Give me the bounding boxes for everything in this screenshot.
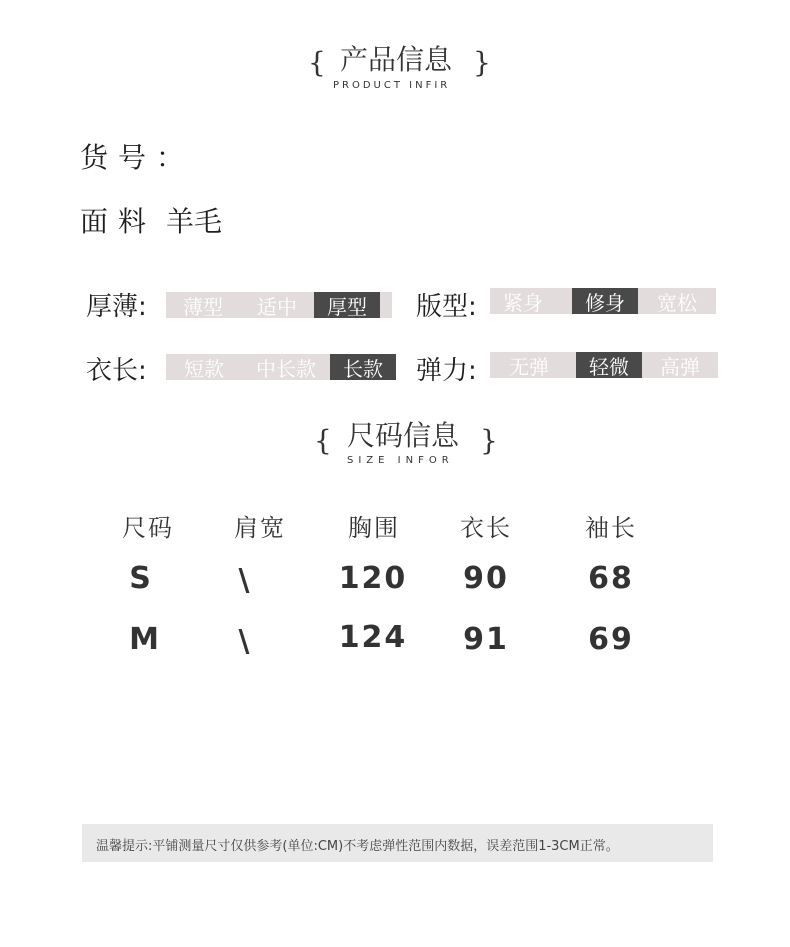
elasticity-option-none: 无弹 <box>509 355 549 378</box>
elasticity-option-high: 高弹 <box>660 355 700 378</box>
length-option-short: 短款 <box>184 357 224 380</box>
fabric-label: 面料 <box>80 205 157 238</box>
measurement-note <box>82 824 713 862</box>
fit-option-loose: 宽松 <box>657 291 697 314</box>
thickness-option-thin: 薄型 <box>183 295 223 318</box>
brace-left: { <box>308 46 326 79</box>
cell-length: 90 <box>463 561 509 596</box>
cell-shoulder: \ <box>238 563 252 598</box>
brace-right: } <box>473 46 491 79</box>
measurement-note-text: 温馨提示:平铺测量尺寸仅供参考(单位:CM)不考虑弹性范围内数据，误差范围1-3CM正常。 <box>96 839 619 854</box>
thickness-option-thick-selected: 厚型 <box>314 292 380 318</box>
thickness-options <box>166 292 392 318</box>
item-number-label: 货号： <box>80 141 195 174</box>
fit-spacer <box>556 288 572 314</box>
elasticity-option-slight-selected: 轻微 <box>576 352 642 378</box>
size-brace-left: { <box>314 424 332 457</box>
cell-sleeve: 69 <box>588 622 634 657</box>
size-info-subtitle: SIZE INFOR <box>347 455 454 466</box>
thickness-option-medium: 适中 <box>257 295 297 318</box>
elasticity-options <box>490 352 718 378</box>
cell-chest: 124 <box>338 620 408 655</box>
product-info-title: 产品信息 <box>340 43 453 76</box>
header-chest: 胸围 <box>348 514 400 542</box>
fit-option-tight: 紧身 <box>503 291 543 314</box>
length-label: 衣长: <box>86 356 147 386</box>
length-option-mid: 中长款 <box>256 357 316 380</box>
elasticity-spacer <box>568 352 576 378</box>
header-length: 衣长 <box>460 514 512 542</box>
cell-sleeve: 68 <box>588 561 634 596</box>
thickness-label: 厚薄: <box>86 292 147 322</box>
size-brace-right: } <box>480 424 498 457</box>
fit-options <box>490 288 716 314</box>
cell-size: M <box>129 622 161 657</box>
cell-shoulder: \ <box>238 624 252 659</box>
cell-size: S <box>129 561 153 596</box>
length-option-long-selected: 长款 <box>330 354 396 380</box>
header-sleeve: 袖长 <box>585 514 637 542</box>
fit-label: 版型: <box>416 292 477 322</box>
fit-option-slim-selected: 修身 <box>572 288 638 314</box>
cell-chest: 120 <box>338 561 408 596</box>
cell-length: 91 <box>463 622 509 657</box>
header-size: 尺码 <box>122 514 174 542</box>
header-shoulder: 肩宽 <box>234 514 286 542</box>
fabric-value: 羊毛 <box>166 205 223 238</box>
elasticity-label: 弹力: <box>416 356 477 386</box>
length-options <box>166 354 396 380</box>
size-info-title: 尺码信息 <box>347 419 460 452</box>
product-info-subtitle: PRODUCT INFIR <box>333 80 451 91</box>
